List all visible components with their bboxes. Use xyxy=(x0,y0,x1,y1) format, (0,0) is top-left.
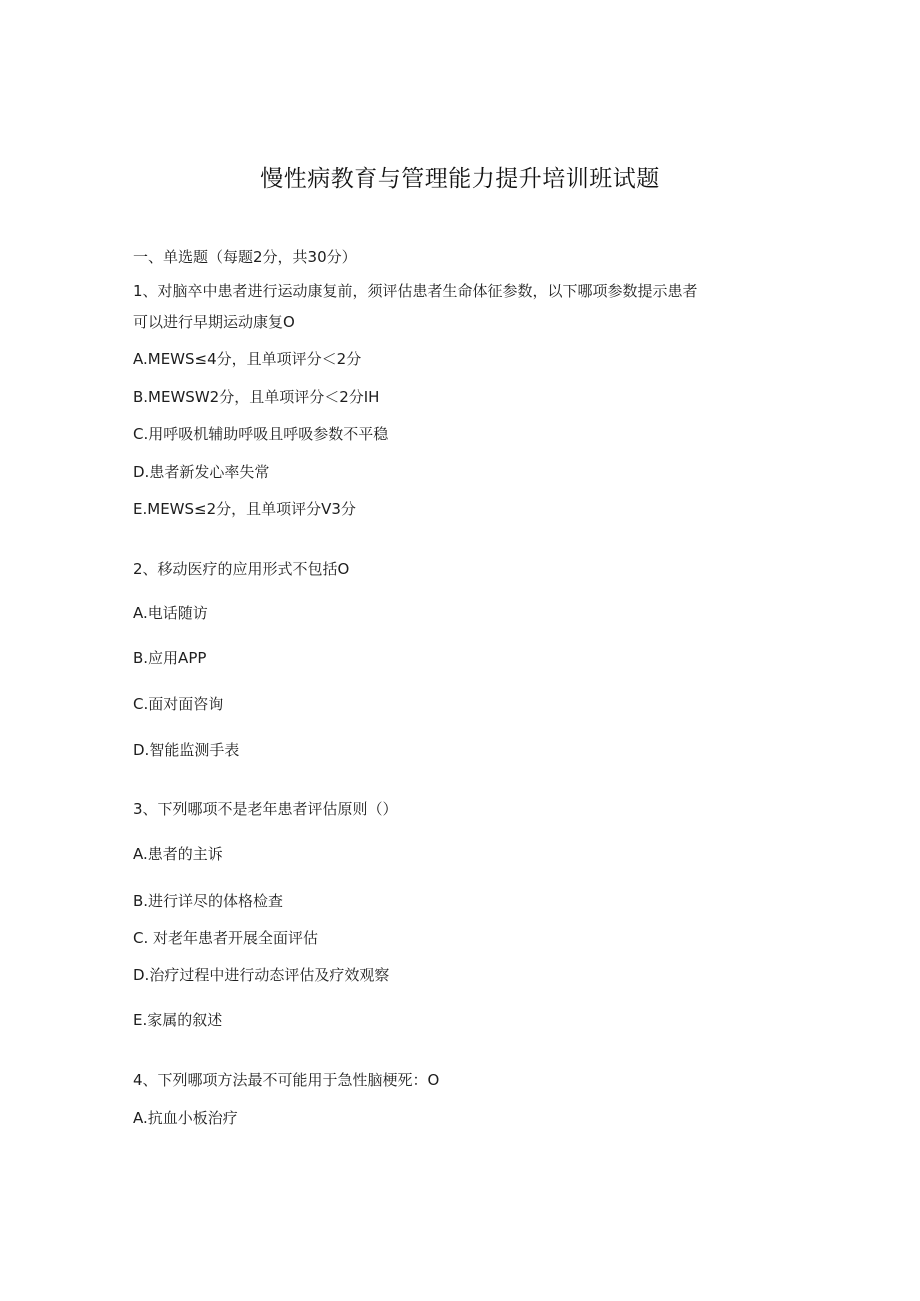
question-2-option-b: B.应用APP xyxy=(133,649,207,667)
question-3-option-b: B.进行详尽的体格检查 xyxy=(133,892,284,910)
question-2-stem: 2、移动医疗的应用形式不包括O xyxy=(133,560,350,578)
question-1-stem-line-1: 1、对脑卒中患者进行运动康复前，须评估患者生命体征参数，以下哪项参数提示患者 xyxy=(133,282,698,300)
question-3-option-c: C. 对老年患者开展全面评估 xyxy=(133,929,319,947)
document-title: 慢性病教育与管理能力提升培训班试题 xyxy=(260,166,660,192)
question-1-option-d: D.患者新发心率失常 xyxy=(133,463,270,481)
question-2-option-c: C.面对面咨询 xyxy=(133,695,224,713)
question-2-option-a: A.电话随访 xyxy=(133,604,208,622)
question-1-option-b: B.MEWSW2分，且单项评分＜2分IH xyxy=(133,388,380,406)
question-3-option-e: E.家属的叙述 xyxy=(133,1011,223,1029)
question-4-stem: 4、下列哪项方法最不可能用于急性脑梗死：O xyxy=(133,1071,440,1089)
question-3-option-d: D.治疗过程中进行动态评估及疗效观察 xyxy=(133,966,390,984)
section-heading: 一、单选题（每题2分，共30分） xyxy=(133,248,357,266)
question-1-stem-line-2: 可以进行早期运动康复O xyxy=(133,313,295,331)
question-2-option-d: D.智能监测手表 xyxy=(133,741,240,759)
question-3-stem: 3、下列哪项不是老年患者评估原则（） xyxy=(133,800,398,818)
question-1-option-e: E.MEWS≤2分，且单项评分V3分 xyxy=(133,500,356,518)
question-1-option-a: A.MEWS≤4分，且单项评分＜2分 xyxy=(133,350,362,368)
question-3-option-a: A.患者的主诉 xyxy=(133,845,223,863)
question-1-option-c: C.用呼吸机辅助呼吸且呼吸参数不平稳 xyxy=(133,425,389,443)
question-4-option-a: A.抗血小板治疗 xyxy=(133,1109,238,1127)
